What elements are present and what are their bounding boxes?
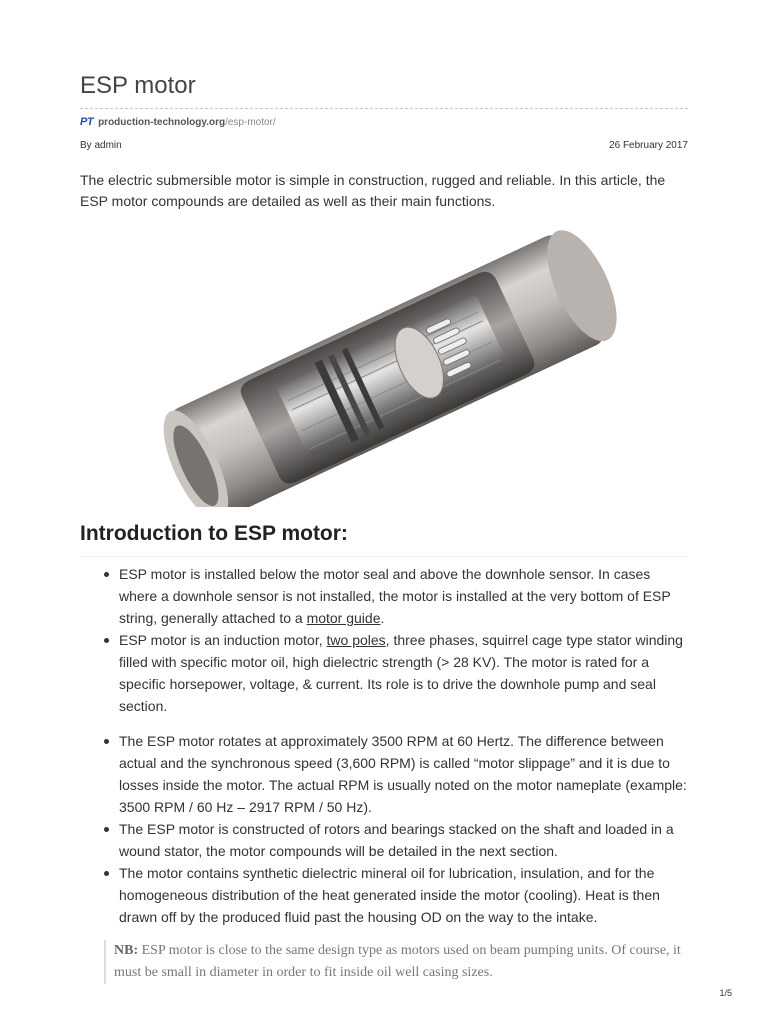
note-label: NB:	[114, 943, 139, 958]
title-divider	[80, 108, 688, 109]
motor-guide-link[interactable]: motor guide	[306, 610, 381, 626]
source-line[interactable]	[80, 116, 276, 128]
source-path[interactable]: /esp-motor/	[225, 116, 276, 128]
page-title: ESP motor	[80, 72, 196, 99]
publish-date: 26 February 2017	[609, 140, 688, 151]
list-item: The motor contains synthetic dielectric mineral oil for lubrication, insulation, and for the homogeneous distribution of the heat generated inside the motor (cooling). Heat is then drawn off by the produced fluid past the housing OD on the way to the intake.	[100, 862, 690, 928]
list-item: ESP motor is an induction motor, two poles, three phases, squirrel cage type stator winding filled with specific motor oil, high dielectric strength (> 28 KV). The motor is rated for a specific horsepower, voltage, & current. Its role is to drive the downhole pump and seal section.	[100, 629, 690, 717]
source-domain[interactable]: production-technology.org	[98, 116, 226, 128]
heading-divider	[80, 556, 688, 557]
list-item: The ESP motor rotates at approximately 3500 RPM at 60 Hertz. The difference between actual and the synchronous speed (3,600 RPM) is called “motor slippage” and it is due to losses inside the motor. The actual RPM is usually noted on the motor nameplate (example: 3500 RPM / 60 Hz – 2917 RPM / 50 Hz).	[100, 730, 690, 818]
bullet-list-b	[100, 730, 690, 928]
note-block	[104, 940, 694, 984]
list-item: ESP motor is installed below the motor seal and above the downhole sensor. In cases where a downhole sensor is not installed, the motor is installed at the very bottom of ESP string, generally attached to a motor guide.	[100, 563, 690, 629]
two-poles-link[interactable]: two poles	[326, 632, 386, 648]
pt-logo-icon: PT	[80, 116, 94, 128]
author: By admin	[80, 140, 122, 151]
note-text: ESP motor is close to the same design type as motors used on beam pumping units. Of course, it must be small in diameter in order to fit inside oil well casing sizes.	[114, 943, 681, 980]
esp-motor-illustration	[150, 222, 620, 507]
section-heading: Introduction to ESP motor:	[80, 522, 348, 545]
bullet-list-a	[100, 563, 690, 717]
intro-paragraph: The electric submersible motor is simple in construction, rugged and reliable. In this article, the ESP motor compounds are detailed as well as their main functions.	[80, 172, 666, 209]
list-item: The ESP motor is constructed of rotors and bearings stacked on the shaft and loaded in a wound stator, the motor compounds will be detailed in the next section.	[100, 818, 690, 862]
page-number: 1/5	[719, 988, 732, 998]
